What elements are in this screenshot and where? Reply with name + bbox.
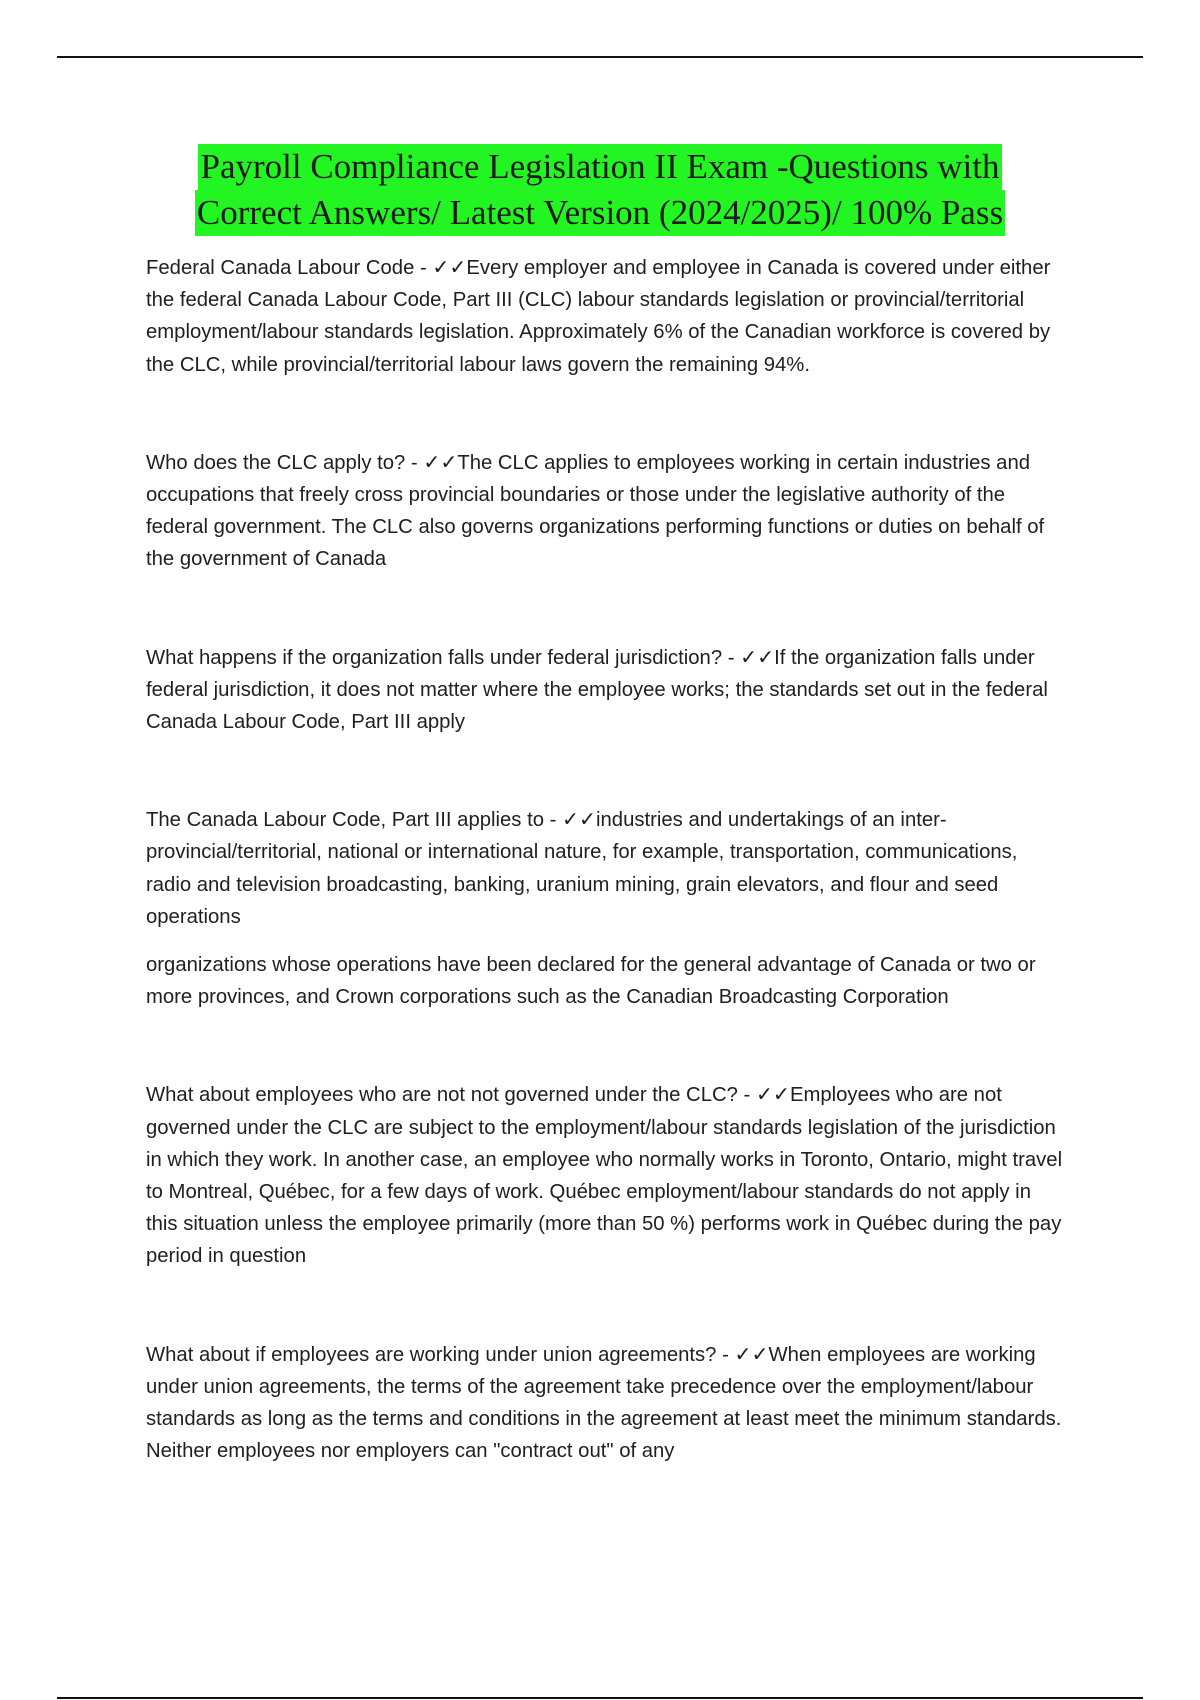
answer-text: The CLC applies to employees working in certain industries and occupations that freely cross provincial boundaries or those under the legislative authority of the federal government. The CLC also governs organizations performing functions or duties on behalf of the government of Canada [146,451,1045,571]
title-line-1: Payroll Compliance Legislation II Exam -Questions with [198,144,1001,190]
qa-entry-3 [146,642,1064,739]
bottom-rule [57,1697,1143,1699]
question-text: What about employees who are not not governed under the CLC? - [146,1084,756,1107]
answer-text: Employees who are not governed under the CLC are subject to the employment/labour standards legislation of the jurisdiction in which they work. In another case, an employee who normally works in Toronto, Ontario, might travel to Montreal, Québec, for a few days of work. Québec employment/labour standards do not apply in this situation unless the employee primarily (more than 50 %) performs work in Québec during the pay period in question [146,1084,1063,1268]
title-line-2: Correct Answers/ Latest Version (2024/2025)/ 100% Pass [195,190,1005,236]
answer-text: When employees are working under union agreements, the terms of the agreement take precedence over the employment/labour standards as long as the terms and conditions in the agreement at least meet the minimum standards. Neither employees nor employers can "contract out" of any [146,1343,1062,1463]
check-icon: ✓✓ [755,1084,790,1107]
question-text: What about if employees are working under union agreements? - [146,1343,735,1366]
check-icon: ✓✓ [740,646,775,669]
check-icon: ✓✓ [562,809,597,832]
qa-entry-5 [146,1079,1064,1272]
top-rule [57,56,1143,58]
question-text: Who does the CLC apply to? - [146,451,424,474]
qa-content [146,252,1066,1467]
document-title [0,144,1200,236]
qa-entry-1 [146,252,1064,381]
question-text: What happens if the organization falls under federal jurisdiction? - [146,646,741,669]
qa-entry-2 [146,447,1064,576]
check-icon: ✓✓ [423,451,458,474]
check-icon: ✓✓ [432,257,467,279]
check-icon: ✓✓ [734,1343,769,1366]
question-text: The Canada Labour Code, Part III applies to - [146,809,563,832]
answer-text: industries and undertakings of an inter-provincial/territorial, national or international nature, for example, transportation, communications, radio and television broadcasting, banking, uranium mining, grain elevators, and flour and seed operations [146,809,1018,928]
answer-text: Every employer and employee in Canada is covered under either the federal Canada Labour Code, Part III (CLC) labour standards legislation or provincial/territorial employment/labour standards legislation. Approximately 6% of the Canadian workforce is covered by the CLC, while provincial/territorial labour laws govern the remaining 94%. [146,257,1051,376]
qa-entry-6 [146,1339,1064,1468]
question-text: Federal Canada Labour Code - [146,257,433,279]
qa-entry-4 [146,804,1026,933]
answer-text: If the organization falls under federal jurisdiction, it does not matter where the employee works; the standards set out in the federal Canada Labour Code, Part III apply [146,646,1048,734]
qa-entry-4-continuation: organizations whose operations have been declared for the general advantage of Canada or two or more provinces, and Crown corporations such as the Canadian Broadcasting Corporation [146,954,1036,1009]
